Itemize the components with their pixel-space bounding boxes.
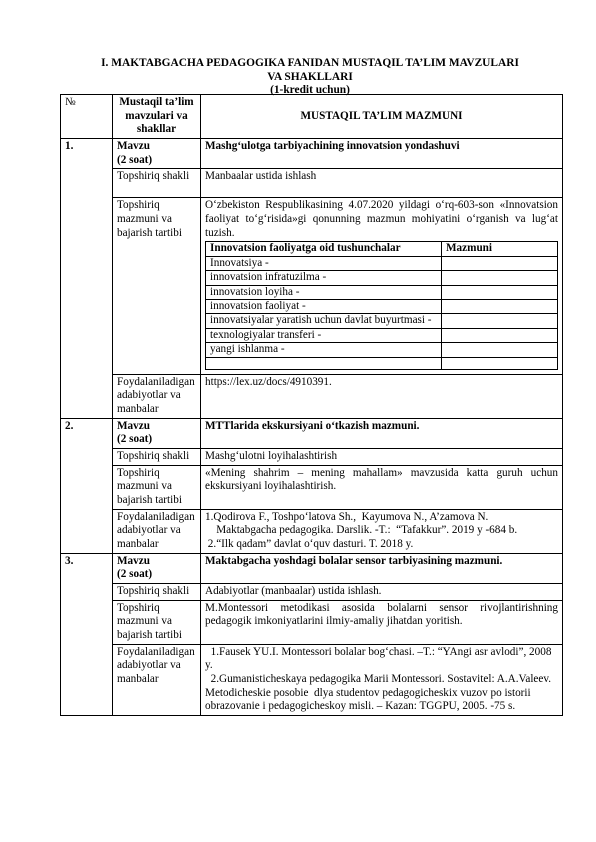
header-number: № xyxy=(61,95,113,139)
glossary-meaning xyxy=(442,328,558,342)
table-header-row xyxy=(61,95,563,139)
topic-title: MTTlarida ekskursiyani o‘tkazish mazmuni. xyxy=(201,418,563,448)
document-heading xyxy=(60,57,560,98)
hours-label: (2 soat) xyxy=(117,153,153,166)
glossary-row xyxy=(206,285,558,299)
topic-title: Mashg‘ulotga tarbiyachining innovatsion yondashuvi xyxy=(201,138,563,168)
glossary-meaning xyxy=(442,271,558,285)
sources-cell xyxy=(201,644,563,715)
mavzu-label: Mavzu xyxy=(117,419,150,432)
topic-label xyxy=(113,553,201,583)
source-item: Maktabgacha pedagogika. Darslik. -T.: “Tafakkur”. 2019 y -684 b. xyxy=(205,524,518,537)
table-row xyxy=(61,465,563,509)
sources-cell xyxy=(201,509,563,553)
glossary-col-meaning: Mazmuni xyxy=(442,242,558,256)
glossary-row xyxy=(206,343,558,357)
sources-list xyxy=(205,646,558,714)
hours-label: (2 soat) xyxy=(117,433,153,446)
glossary-term: Innovatsiya - xyxy=(206,256,442,270)
glossary-meaning xyxy=(442,314,558,328)
glossary-row xyxy=(206,256,558,270)
independent-study-table xyxy=(60,94,563,716)
source-item: 2.Gumanisticheskaya pedagogika Marii Montessori. Sostavitel: A.A.Valeev. Metodicheskie posobie dlya studentov pedagogicheskix vuzov po istorii obrazovanie i pedagogicheskoy misli. – Kazan: TGGPU, 2005. -75 s. xyxy=(205,672,554,713)
glossary-meaning xyxy=(442,357,558,369)
task-label: Topshiriq mazmuni va bajarish tartibi xyxy=(113,465,201,509)
table-row xyxy=(61,198,563,374)
form-value: Manbaalar ustida ishlash xyxy=(201,169,563,198)
glossary-meaning xyxy=(442,285,558,299)
source-item: 1.Qodirova F., Toshpo‘latova Sh., Kayumova N., A’zamova N. xyxy=(205,510,489,523)
form-value: Adabiyotlar (manbaalar) ustida ishlash. xyxy=(201,583,563,600)
glossary-meaning xyxy=(442,300,558,314)
form-label: Topshiriq shakli xyxy=(113,169,201,198)
table-row xyxy=(61,169,563,198)
task-text: «Mening shahrim – mening mahallam» mavzusida katta guruh uchun ekskursiyani loyihalashtirish. xyxy=(201,465,563,509)
glossary-row xyxy=(206,328,558,342)
table-row xyxy=(61,583,563,600)
glossary-term: texnologiyalar transferi - xyxy=(206,328,442,342)
source-item: 2.“Ilk qadam” davlat o‘quv dasturi. T. 2018 y. xyxy=(205,537,414,550)
topic-title: Maktabgacha yoshdagi bolalar sensor tarbiyasining mazmuni. xyxy=(201,553,563,583)
glossary-term: innovatsion faoliyat - xyxy=(206,300,442,314)
heading-line-3: (1-kredit uchun) xyxy=(270,84,350,97)
table-row xyxy=(61,509,563,553)
topic-label xyxy=(113,138,201,168)
task-cell xyxy=(201,198,563,374)
sources-label: Foydalaniladigan adabiyotlar va manbalar xyxy=(113,374,201,418)
glossary-col-terms: Innovatsion faoliyatga oid tushunchalar xyxy=(206,242,442,256)
table-row xyxy=(61,418,563,448)
item-number: 2. xyxy=(61,418,113,553)
table-row xyxy=(61,553,563,583)
header-topics: Mustaqil ta’lim mavzulari va shakllar xyxy=(113,95,201,139)
topic-label xyxy=(113,418,201,448)
task-label: Topshiriq mazmuni va bajarish tartibi xyxy=(113,600,201,644)
source-link[interactable]: https://lex.uz/docs/4910391. xyxy=(205,375,332,388)
glossary-row-empty xyxy=(206,357,558,369)
sources-list xyxy=(205,511,558,552)
glossary-row xyxy=(206,314,558,328)
table-row xyxy=(61,374,563,418)
heading-line-2: VA SHAKLLARI xyxy=(267,70,353,83)
heading-line-1: I. MAKTABGACHA PEDAGOGIKA FANIDAN MUSTAQIL TA’LIM MAVZULARI xyxy=(101,57,519,69)
task-text: O‘zbekiston Respublikasining 4.07.2020 yildagi o‘rq-603-son «Innovatsion faoliyat to‘g‘risida»gi qonunning mazmun mohiyatini o‘rganish va lug‘at tuzish. xyxy=(205,199,558,239)
task-label: Topshiriq mazmuni va bajarish tartibi xyxy=(113,198,201,374)
glossary-term: innovatsion loyiha - xyxy=(206,285,442,299)
sources-cell xyxy=(201,374,563,418)
mavzu-label: Mavzu xyxy=(117,139,150,152)
glossary-meaning xyxy=(442,343,558,357)
item-number: 3. xyxy=(61,553,113,715)
sources-label: Foydalaniladigan adabiyotlar va manbalar xyxy=(113,644,201,715)
header-content: MUSTAQIL TA’LIM MAZMUNI xyxy=(201,95,563,139)
glossary-meaning xyxy=(442,256,558,270)
sources-label: Foydalaniladigan adabiyotlar va manbalar xyxy=(113,509,201,553)
form-label: Topshiriq shakli xyxy=(113,449,201,466)
glossary-term: yangi ishlanma - xyxy=(206,343,442,357)
glossary-row xyxy=(206,271,558,285)
form-label: Topshiriq shakli xyxy=(113,583,201,600)
source-item: 1.Fausek YU.I. Montessori bolalar bog‘chasi. –T.: “YAngi asr avlodi”, 2008 y. xyxy=(205,645,555,672)
item-number: 1. xyxy=(61,138,113,418)
glossary-table xyxy=(205,241,558,370)
table-row xyxy=(61,138,563,168)
glossary-term: innovatsiyalar yaratish uchun davlat buyurtmasi - xyxy=(206,314,442,328)
table-row xyxy=(61,600,563,644)
glossary-row xyxy=(206,300,558,314)
mavzu-label: Mavzu xyxy=(117,554,150,567)
hours-label: (2 soat) xyxy=(117,568,153,581)
task-text: M.Montessori metodikasi asosida bolalarni sensor rivojlantirishning pedagogik imkoniyatlarini ilmiy-amaliy jihatdan yoritish. xyxy=(201,600,563,644)
table-row xyxy=(61,449,563,466)
glossary-term: innovatsion infratuzilma - xyxy=(206,271,442,285)
glossary-term xyxy=(206,357,442,369)
glossary-header-row xyxy=(206,242,558,256)
table-row xyxy=(61,644,563,715)
form-value: Mashg‘ulotni loyihalashtirish xyxy=(201,449,563,466)
